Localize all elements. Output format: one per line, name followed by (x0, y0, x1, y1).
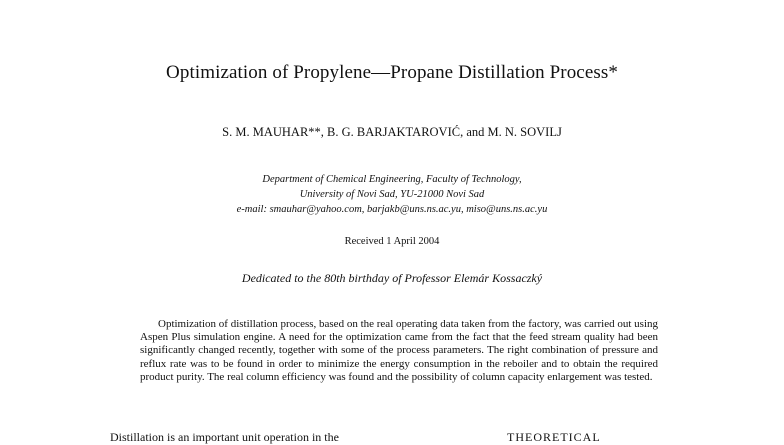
body-text-start: Distillation is an important unit operation in the (110, 430, 339, 444)
affiliation-university: University of Novi Sad, YU-21000 Novi Sad (299, 189, 485, 200)
paper-authors: S. M. MAUHAR**, B. G. BARJAKTAROVIĆ, and M. N. SOVILJ (222, 125, 562, 139)
affiliation-department: Department of Chemical Engineering, Faculty of Technology, (262, 174, 522, 185)
received-date: Received 1 April 2004 (344, 236, 440, 247)
affiliation-email: e-mail: smauhar@yahoo.com, barjakb@uns.ns.ac.yu, miso@uns.ns.ac.yu (236, 204, 548, 215)
section-heading-theoretical: THEORETICAL (507, 430, 601, 444)
dedication: Dedicated to the 80th birthday of Professor Elemár Kossaczký (241, 271, 543, 285)
affiliation-block (0, 172, 784, 217)
abstract: Optimization of distillation process, based on the real operating data taken from the factory, was carried out using Aspen Plus simulation engine. A need for the optimization came from the fact that the feed stream quality had been significantly changed recently, together with some of the process parameters. The right combination of pressure and reflux rate was to be found in order to minimize the energy consumption in the reboiler and to obtain the required product purity. The real column efficiency was found and the possibility of column capacity enlargement was tested. (140, 318, 658, 383)
paper-title: Optimization of Propylene—Propane Distillation Process* (166, 62, 618, 83)
